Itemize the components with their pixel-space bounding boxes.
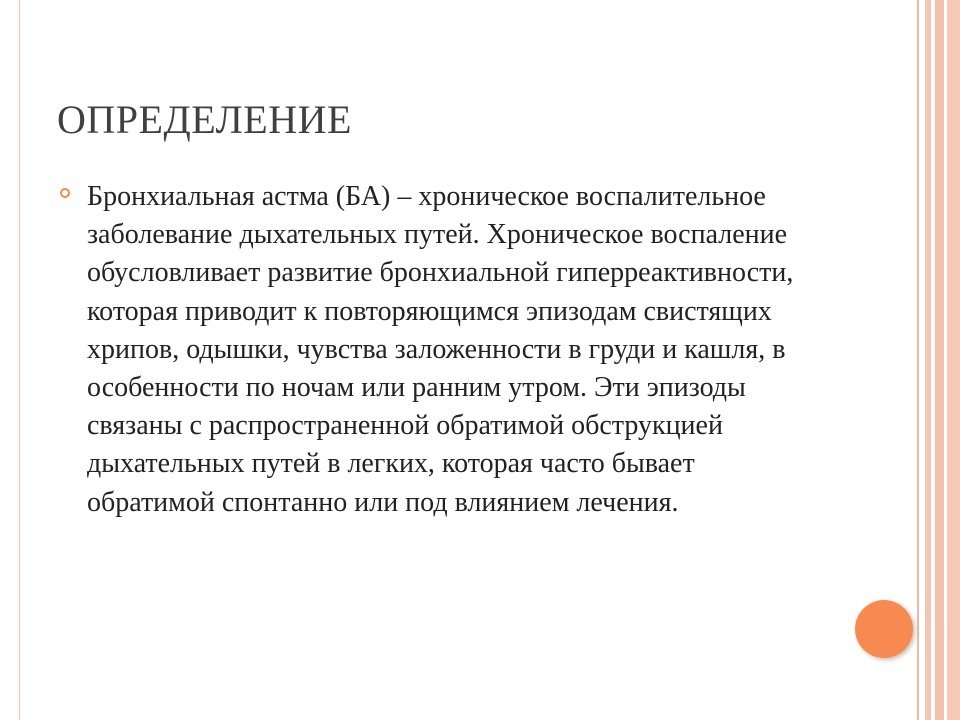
- orange-circle-decoration: [855, 600, 913, 658]
- bullet-text: Бронхиальная астма (БА) – хроническое воспалительное заболевание дыхательных путей. Хроническое воспаление обусловливает развитие бронхиальной гиперреактивности, которая приводит к повторяющимся эпизодам свистящих хрипов, одышки, чувства заложенности в груди и кашля, в особенности по ночам или ранним утром. Эти эпизоды связаны с распространенной обратимой обструкцией дыхательных путей в легких, которая часто бывает обратимой спонтанно или под влиянием лечения.: [87, 181, 794, 518]
- slide-title: ОПРЕДЕЛЕНИЕ: [57, 97, 352, 142]
- bullet-list: [60, 178, 820, 522]
- right-stripe-1: [917, 0, 919, 720]
- right-stripe-2: [925, 0, 931, 720]
- left-border-line: [19, 0, 20, 720]
- right-stripe-3: [935, 0, 944, 720]
- hollow-circle-bullet-icon: [60, 188, 70, 198]
- bullet-item: [60, 178, 820, 522]
- right-stripe-4: [947, 0, 960, 720]
